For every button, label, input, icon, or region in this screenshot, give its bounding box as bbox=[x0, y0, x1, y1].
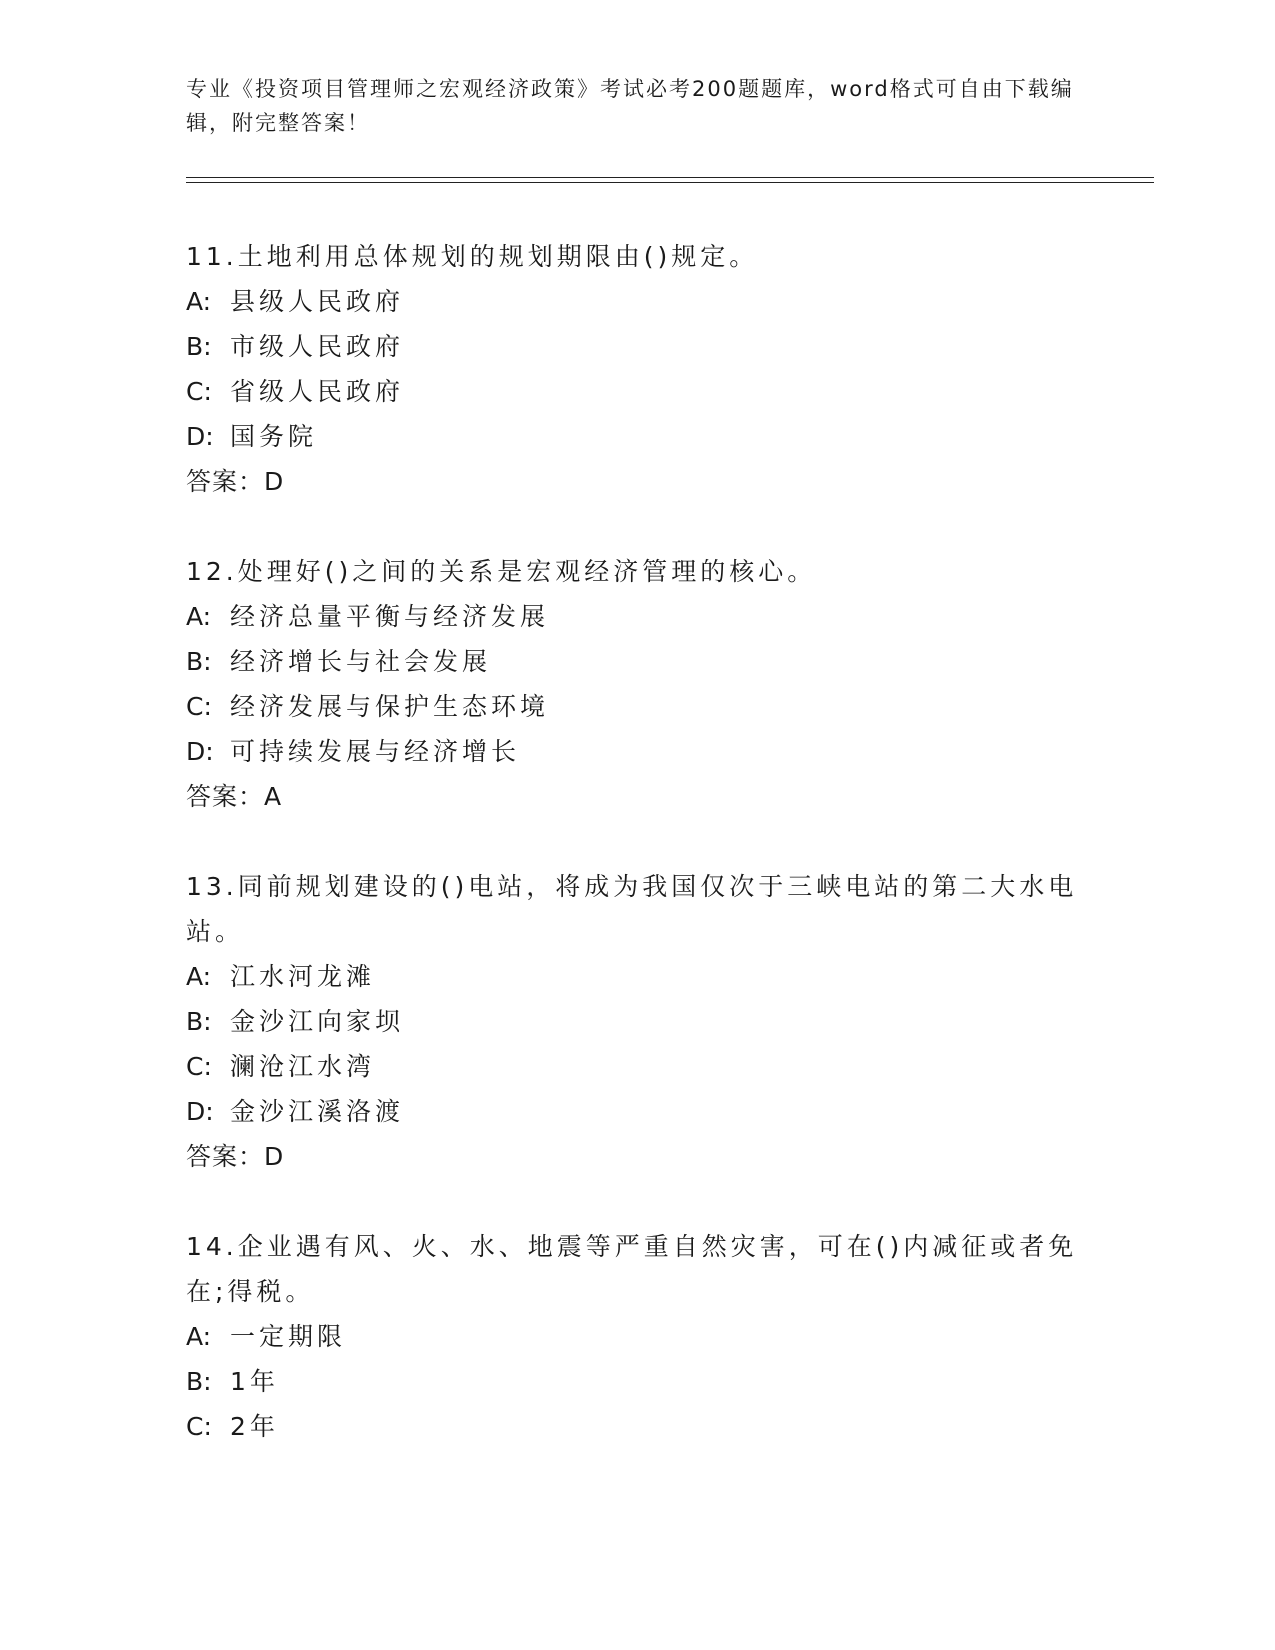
question-stem: 14.企业遇有风、火、水、地震等严重自然灾害，可在()内减征或者免在;得税。 bbox=[186, 1232, 1078, 1306]
option-letter: A: bbox=[186, 962, 212, 991]
option-a bbox=[186, 954, 1086, 999]
answer-line: 答案：D bbox=[186, 1142, 285, 1171]
question-stem: 11.土地利用总体规划的规划期限由()规定。 bbox=[186, 242, 759, 271]
option-letter: D: bbox=[186, 1097, 214, 1126]
option-a bbox=[186, 279, 1086, 324]
option-text: 澜沧江水湾 bbox=[230, 1052, 376, 1081]
option-b bbox=[186, 639, 1086, 684]
option-letter: C: bbox=[186, 377, 212, 406]
option-text: 省级人民政府 bbox=[230, 377, 405, 406]
option-text: 1年 bbox=[230, 1367, 279, 1396]
option-text: 市级人民政府 bbox=[230, 332, 405, 361]
answer-line: 答案：A bbox=[186, 782, 283, 811]
question-stem: 13.同前规划建设的()电站，将成为我国仅次于三峡电站的第二大水电站。 bbox=[186, 872, 1078, 946]
option-letter: C: bbox=[186, 1412, 212, 1441]
option-letter: D: bbox=[186, 422, 214, 451]
option-letter: C: bbox=[186, 1052, 212, 1081]
option-letter: B: bbox=[186, 1367, 212, 1396]
option-letter: B: bbox=[186, 332, 212, 361]
option-d bbox=[186, 1089, 1086, 1134]
option-letter: A: bbox=[186, 602, 212, 631]
question-11 bbox=[186, 234, 1086, 504]
question-stem: 12.处理好()之间的关系是宏观经济管理的核心。 bbox=[186, 557, 817, 586]
option-letter: B: bbox=[186, 1007, 212, 1036]
option-text: 经济总量平衡与经济发展 bbox=[230, 602, 550, 631]
option-text: 国务院 bbox=[230, 422, 318, 451]
option-letter: A: bbox=[186, 287, 212, 316]
option-letter: A: bbox=[186, 1322, 212, 1351]
option-letter: B: bbox=[186, 647, 212, 676]
option-c bbox=[186, 369, 1086, 414]
header-divider-line bbox=[186, 177, 1154, 178]
option-letter: D: bbox=[186, 737, 214, 766]
option-text: 可持续发展与经济增长 bbox=[230, 737, 521, 766]
option-text: 经济增长与社会发展 bbox=[230, 647, 492, 676]
option-c bbox=[186, 1044, 1086, 1089]
question-list bbox=[186, 234, 1086, 1494]
option-d bbox=[186, 414, 1086, 459]
option-c bbox=[186, 1404, 1086, 1449]
option-letter: C: bbox=[186, 692, 212, 721]
document-header: 专业《投资项目管理师之宏观经济政策》考试必考200题题库，word格式可自由下载编辑，附完整答案！ bbox=[186, 77, 1074, 135]
option-text: 江水河龙滩 bbox=[230, 962, 376, 991]
option-d bbox=[186, 729, 1086, 774]
option-text: 县级人民政府 bbox=[230, 287, 405, 316]
option-b bbox=[186, 1359, 1086, 1404]
option-text: 一定期限 bbox=[230, 1322, 347, 1351]
option-c bbox=[186, 684, 1086, 729]
option-b bbox=[186, 999, 1086, 1044]
option-text: 2年 bbox=[230, 1412, 279, 1441]
option-text: 金沙江溪洛渡 bbox=[230, 1097, 405, 1126]
option-text: 金沙江向家坝 bbox=[230, 1007, 405, 1036]
option-b bbox=[186, 324, 1086, 369]
question-13 bbox=[186, 864, 1086, 1179]
answer-line: 答案：D bbox=[186, 467, 285, 496]
question-12 bbox=[186, 549, 1086, 819]
option-text: 经济发展与保护生态环境 bbox=[230, 692, 550, 721]
question-14 bbox=[186, 1224, 1086, 1449]
option-a bbox=[186, 1314, 1086, 1359]
option-a bbox=[186, 594, 1086, 639]
header-divider-line bbox=[186, 182, 1154, 183]
